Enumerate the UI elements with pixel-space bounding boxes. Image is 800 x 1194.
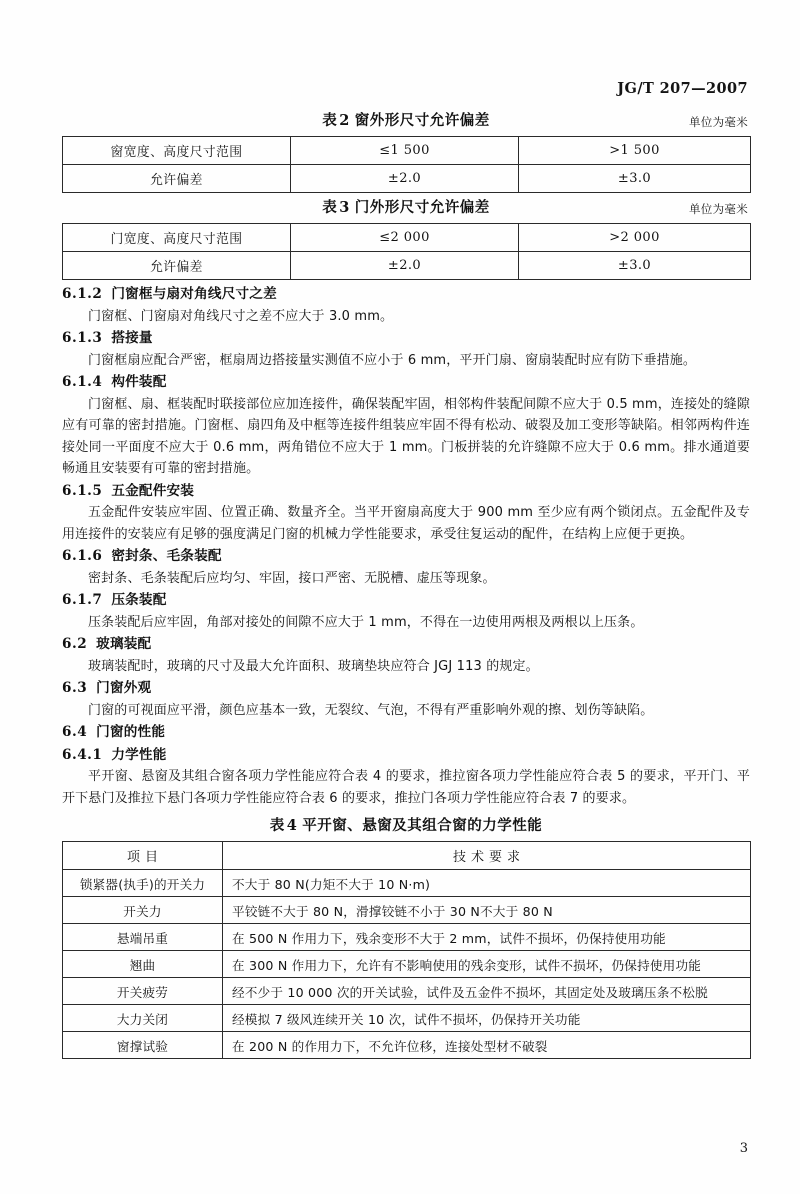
section-title-6-3: 门窗外观 <box>96 680 152 696</box>
table2-r1-label: 允许偏差 <box>63 165 291 193</box>
section-body-6-4-1: 平开窗、悬窗及其组合窗各项力学性能应符合表 4 的要求，推拉窗各项力学性能应符合表 5 的要求，平开门、平开下悬门及推拉下悬门各项力学性能应符合表 6 的要求，推拉门各项力学性能应符合表 7 的要求。 <box>62 769 750 806</box>
table4-r0-item: 锁紧器(执手)的开关力 <box>63 870 223 897</box>
table3-unit-note: 单位为毫米 <box>689 202 748 216</box>
section-number-6-1-3: 6.1.3 <box>62 330 103 346</box>
section-number-6-1-7: 6.1.7 <box>62 592 103 608</box>
section-title-6-4: 门窗的性能 <box>96 724 166 740</box>
section-number-6-1-4: 6.1.4 <box>62 374 103 390</box>
section-title-6-2: 玻璃装配 <box>96 636 152 652</box>
table4-r3-req: 在 300 N 作用力下，允许有不影响使用的残余变形，试件不损坏，仍保持使用功能 <box>223 951 751 978</box>
table2-r0-col1: ≤1 500 <box>291 137 519 165</box>
table4-r2-item: 悬端吊重 <box>63 924 223 951</box>
table3-caption-title: 门外形尺寸允许偏差 <box>354 200 490 216</box>
page-content <box>62 110 750 1063</box>
table-row <box>63 951 751 978</box>
table4-r1-item: 开关力 <box>63 897 223 924</box>
table4-r1-req: 平铰链不大于 80 N，滑撑铰链不小于 30 N不大于 80 N <box>223 897 751 924</box>
table3-caption-row <box>62 197 750 223</box>
section-title-6-1-4: 构件装配 <box>111 374 167 390</box>
table3 <box>62 223 751 280</box>
section-number-6-4-1: 6.4.1 <box>62 746 103 763</box>
table3-caption-prefix: 表 <box>322 200 338 216</box>
section-title-6-4-1: 力学性能 <box>111 746 167 763</box>
table4-header-requirement: 技术要求 <box>223 842 751 870</box>
table4-header-row <box>63 842 751 870</box>
table2-caption-number: 2 <box>339 112 350 129</box>
table-row <box>63 978 751 1005</box>
section-heading-6-1-4 <box>62 372 750 394</box>
section-heading-6-1-5 <box>62 481 750 503</box>
table4-caption-number: 4 <box>286 817 298 834</box>
table2-r0-col2: >1 500 <box>519 137 751 165</box>
table3-r1-col1: ±2.0 <box>291 252 519 280</box>
table-row <box>63 1005 751 1032</box>
section-heading-6-1-7 <box>62 590 750 612</box>
table2-r1-col1: ±2.0 <box>291 165 519 193</box>
table4-caption-title: 平开窗、悬窗及其组合窗的力学性能 <box>302 818 543 834</box>
table4-r4-req: 经不少于 10 000 次的开关试验，试件及五金件不损坏，其固定处及玻璃压条不松脱 <box>223 978 751 1005</box>
page-header-standard-number: JG/T 207—2007 <box>617 80 748 97</box>
table4-r6-item: 窗撑试验 <box>63 1032 223 1059</box>
table4-r6-req: 在 200 N 的作用力下，不允许位移，连接处型材不破裂 <box>223 1032 751 1059</box>
section-heading-6-1-6 <box>62 546 750 568</box>
section-heading-6-4-1 <box>62 745 750 767</box>
table3-caption-number: 3 <box>339 199 350 216</box>
page-number: 3 <box>739 1141 748 1156</box>
table3-r0-col1: ≤2 000 <box>291 224 519 252</box>
table-row <box>63 870 751 897</box>
table-row <box>63 924 751 951</box>
table4-r3-item: 翘曲 <box>63 951 223 978</box>
section-body-6-3: 门窗的可视面应平滑，颜色应基本一致，无裂纹、气泡，不得有严重影响外观的擦、划伤等缺陷。 <box>88 702 654 718</box>
section-heading-6-1-3 <box>62 328 750 350</box>
table4 <box>62 841 751 1059</box>
table3-r0-col2: >2 000 <box>519 224 751 252</box>
section-number-6-4: 6.4 <box>62 724 88 740</box>
section-title-6-1-6: 密封条、毛条装配 <box>111 548 222 564</box>
table4-r5-req: 经模拟 7 级风连续开关 10 次，试件不损坏，仍保持开关功能 <box>223 1005 751 1032</box>
table3-r1-col2: ±3.0 <box>519 252 751 280</box>
section-body-6-2: 玻璃装配时，玻璃的尺寸及最大允许面积、玻璃垫块应符合 JGJ 113 的规定。 <box>88 658 539 674</box>
table-row <box>63 137 751 165</box>
table2-caption-prefix: 表 <box>322 113 338 129</box>
table2-caption-title: 窗外形尺寸允许偏差 <box>354 113 490 129</box>
section-number-6-3: 6.3 <box>62 680 88 696</box>
section-number-6-2: 6.2 <box>62 636 88 652</box>
table-row <box>63 165 751 193</box>
section-title-6-1-2: 门窗框与扇对角线尺寸之差 <box>111 286 277 302</box>
section-body-6-1-5: 五金配件安装应牢固、位置正确、数量齐全。当平开窗扇高度大于 900 mm 至少应有两个锁闭点。五金配件及专用连接件的安装应有足够的强度满足门窗的机械力学性能要求，承受往复运动的配件，在结构上应便于更换。 <box>62 505 750 542</box>
section-title-6-1-5: 五金配件安装 <box>111 482 195 499</box>
section-title-6-1-7: 压条装配 <box>111 592 167 608</box>
table2-r0-label: 窗宽度、高度尺寸范围 <box>63 137 291 165</box>
table4-header-item: 项目 <box>63 842 223 870</box>
table2-caption <box>62 110 750 132</box>
section-body-6-1-3: 门窗框扇应配合严密，框扇周边搭接量实测值不应小于 6 mm，平开门扇、窗扇装配时应有防下垂措施。 <box>88 352 697 368</box>
section-body-6-1-6: 密封条、毛条装配后应均匀、牢固，接口严密、无脱槽、虚压等现象。 <box>88 570 496 586</box>
section-heading-6-2 <box>62 634 750 656</box>
table-row <box>63 224 751 252</box>
table-row <box>63 252 751 280</box>
table3-r1-label: 允许偏差 <box>63 252 291 280</box>
table4-r0-req: 不大于 80 N(力矩不大于 10 N·m) <box>223 870 751 897</box>
table-row <box>63 897 751 924</box>
table3-caption <box>62 197 750 219</box>
table3-r0-label: 门宽度、高度尺寸范围 <box>63 224 291 252</box>
table2 <box>62 136 751 193</box>
section-number-6-1-5: 6.1.5 <box>62 482 103 499</box>
table4-caption-prefix: 表 <box>269 818 285 834</box>
section-body-6-1-7: 压条装配后应牢固，角部对接处的间隙不应大于 1 mm，不得在一边使用两根及两根以上压条。 <box>88 614 644 630</box>
section-heading-6-4 <box>62 722 750 744</box>
table4-r4-item: 开关疲劳 <box>63 978 223 1005</box>
table2-r1-col2: ±3.0 <box>519 165 751 193</box>
table2-caption-row <box>62 110 750 136</box>
section-number-6-1-6: 6.1.6 <box>62 548 103 564</box>
table4-caption <box>62 815 750 837</box>
table4-r2-req: 在 500 N 作用力下，残余变形不大于 2 mm，试件不损坏，仍保持使用功能 <box>223 924 751 951</box>
section-title-6-1-3: 搭接量 <box>111 330 153 346</box>
table4-r5-item: 大力关闭 <box>63 1005 223 1032</box>
section-body-6-1-2: 门窗框、门窗扇对角线尺寸之差不应大于 3.0 mm。 <box>88 308 394 324</box>
table-row <box>63 1032 751 1059</box>
section-heading-6-1-2 <box>62 284 750 306</box>
table2-unit-note: 单位为毫米 <box>689 115 748 129</box>
section-heading-6-3 <box>62 678 750 700</box>
table4-caption-row <box>62 815 750 841</box>
section-body-6-1-4: 门窗框、扇、框装配时联接部位应加连接件，确保装配牢固，相邻构件装配间隙不应大于 0.5 mm，连接处的缝隙应有可靠的密封措施。门窗框、扇四角及中框等连接件组装应牢固不得有松动、破裂及加工变形等缺陷。相邻两构件连接处同一平面度不应大于 0.6 mm，两角错位不应大于 1 mm。门板拼装的允许缝隙不应大于 0.6 mm。排水通道要畅通且安装要有可靠的密封措施。 <box>62 396 750 476</box>
section-number-6-1-2: 6.1.2 <box>62 286 103 302</box>
